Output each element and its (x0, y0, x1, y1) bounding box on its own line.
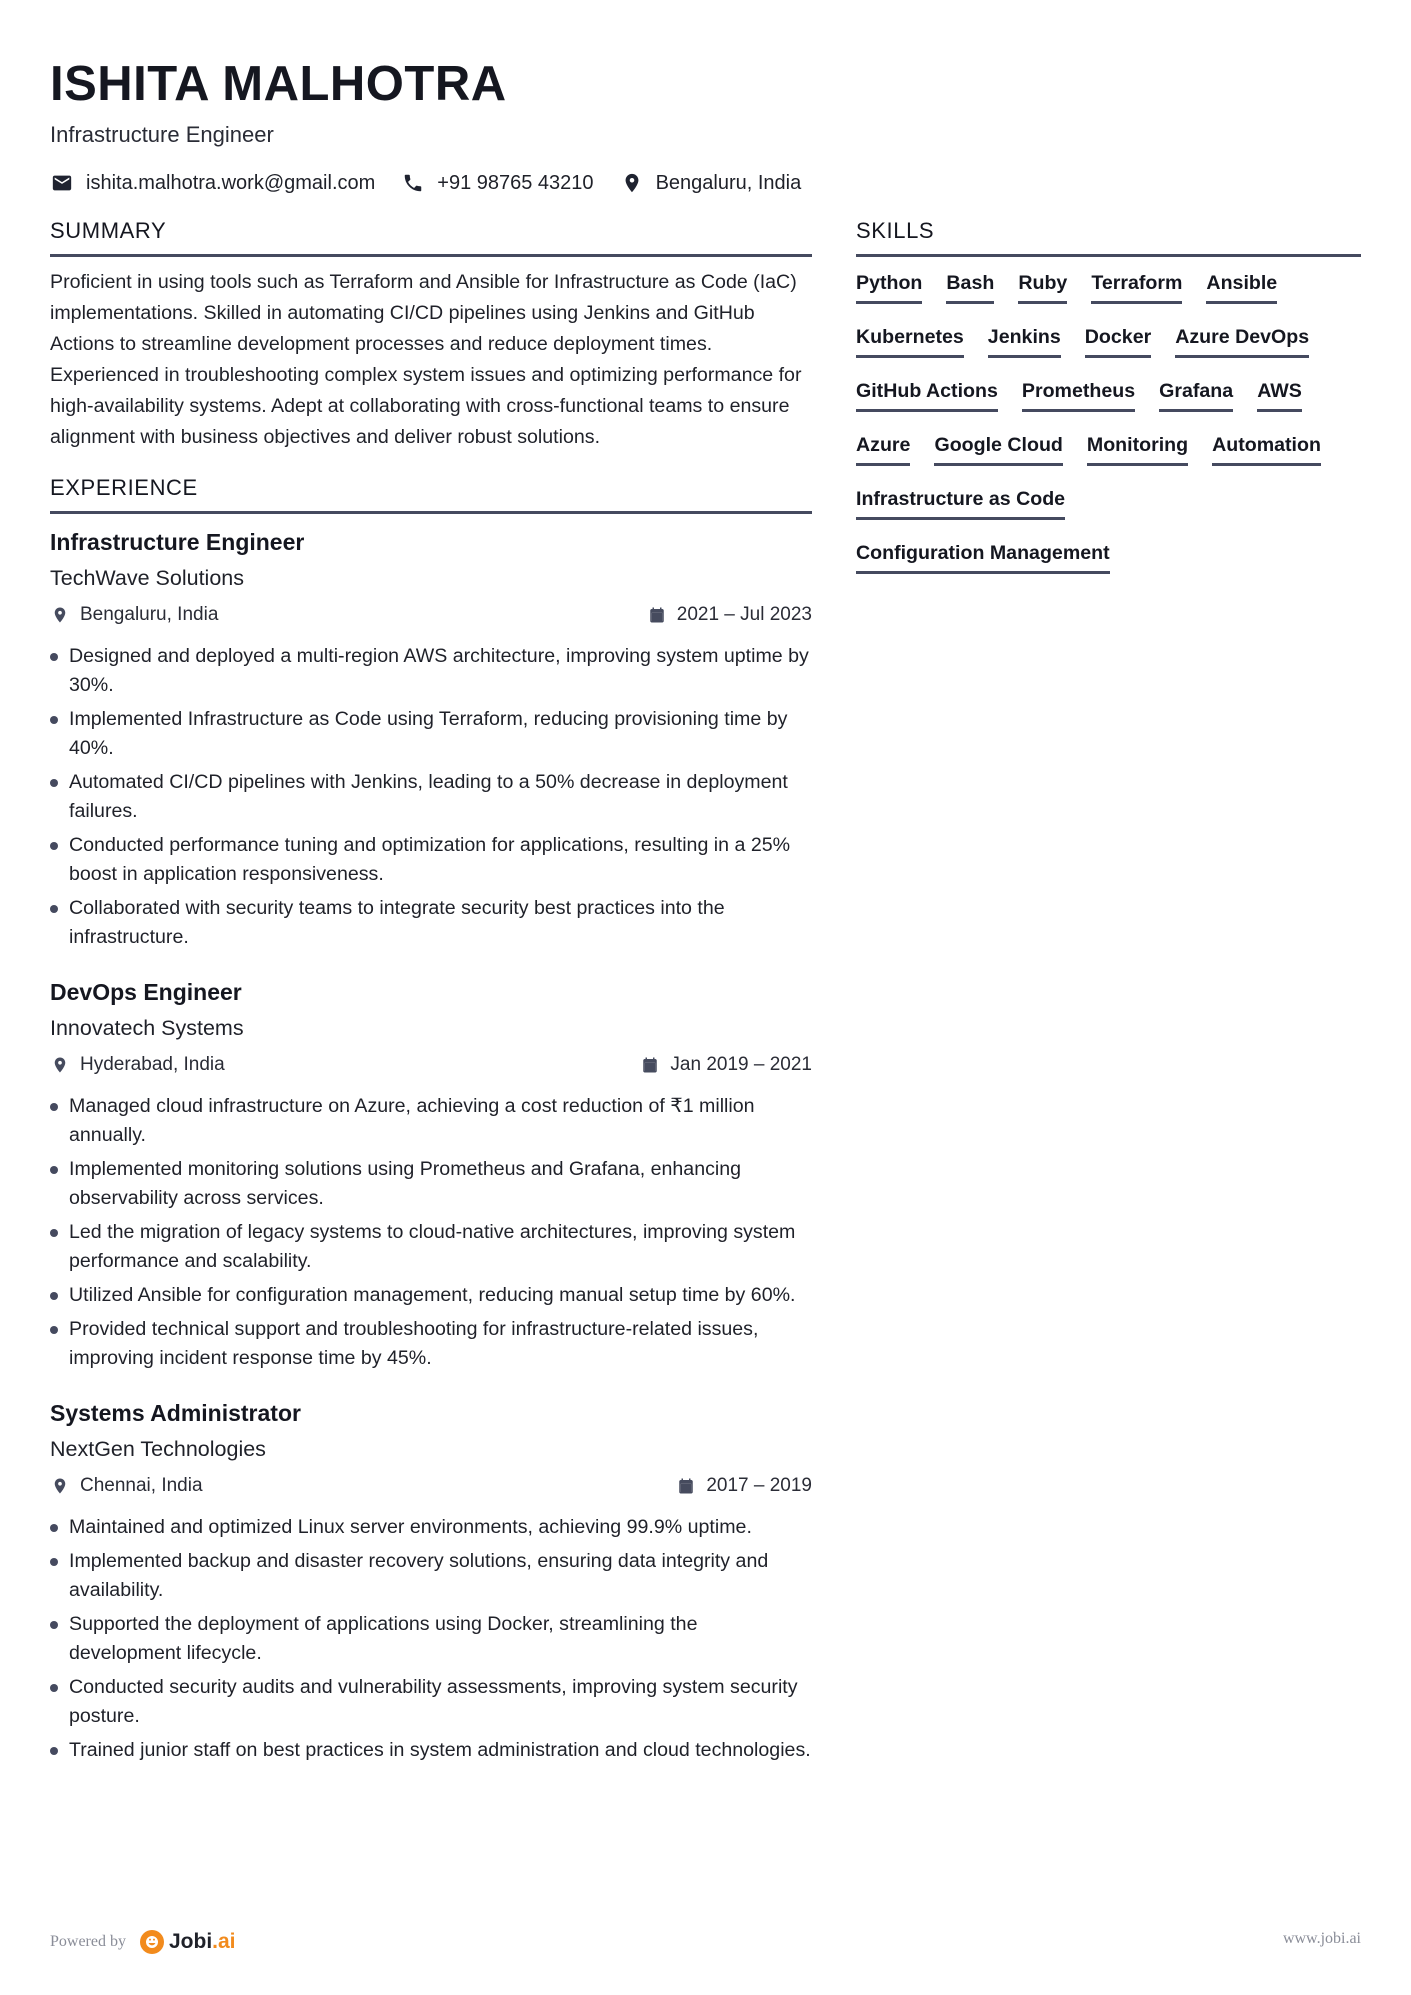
job-bullets (50, 1092, 812, 1373)
job-bullet: Supported the deployment of applications using Docker, streamlining the development lifecycle. (50, 1610, 812, 1668)
powered-by-text: Powered by (50, 1933, 126, 1950)
job-location (50, 1471, 203, 1501)
footer-site-link[interactable]: www.jobi.ai (1282, 1930, 1361, 1947)
map-pin-icon (50, 1055, 70, 1075)
contact-location (620, 168, 802, 198)
skill-tag: Kubernetes (856, 323, 964, 358)
company-name: NextGen Technologies (50, 1437, 266, 1461)
skill-tag: Bash (946, 269, 994, 304)
skill-tag: AWS (1257, 377, 1302, 412)
skill-tag: Jenkins (988, 323, 1061, 358)
map-pin-icon (620, 171, 644, 195)
job-entry (50, 524, 812, 952)
job-dates (640, 1050, 812, 1080)
job-bullet: Led the migration of legacy systems to cloud-native architectures, improving system performance and scalability. (50, 1218, 812, 1276)
job-bullet: Designed and deployed a multi-region AWS architecture, improving system uptime by 30%. (50, 642, 812, 700)
job-bullet: Provided technical support and troubleshooting for infrastructure-related issues, improving incident response time by 45%. (50, 1315, 812, 1373)
job-bullet: Managed cloud infrastructure on Azure, achieving a cost reduction of ₹1 million annually. (50, 1092, 812, 1150)
job-bullet: Trained junior staff on best practices in system administration and cloud technologies. (50, 1736, 812, 1765)
skill-tag: Google Cloud (934, 431, 1062, 466)
job-bullet: Maintained and optimized Linux server environments, achieving 99.9% uptime. (50, 1513, 812, 1542)
skills-heading: SKILLS (856, 214, 1361, 257)
left-column (50, 214, 812, 1770)
brand-logo[interactable] (140, 1930, 236, 1954)
map-pin-icon (50, 1476, 70, 1496)
map-pin-icon (50, 605, 70, 625)
skill-tag: Automation (1212, 431, 1321, 466)
job-location (50, 1050, 225, 1080)
job-bullet: Implemented Infrastructure as Code using Terraform, reducing provisioning time by 40%. (50, 705, 812, 763)
skill-tag: Configuration Management (856, 539, 1110, 574)
job-bullets (50, 642, 812, 952)
email-text: ishita.malhotra.work@gmail.com (86, 172, 376, 194)
calendar-icon (647, 605, 667, 625)
calendar-icon (640, 1055, 660, 1075)
phone-text: +91 98765 43210 (437, 172, 594, 194)
skill-tag: Infrastructure as Code (856, 485, 1065, 520)
skill-tag: GitHub Actions (856, 377, 998, 412)
skill-tag: Grafana (1159, 377, 1233, 412)
contact-phone[interactable] (401, 168, 593, 198)
skill-tag: Ansible (1206, 269, 1277, 304)
brand-name: Jobi (168, 1930, 213, 1953)
experience-heading: EXPERIENCE (50, 471, 812, 514)
job-dates-text: Jan 2019 – 2021 (670, 1054, 812, 1075)
skill-tag: Ruby (1018, 269, 1067, 304)
job-location (50, 600, 218, 630)
job-bullet: Utilized Ansible for configuration management, reducing manual setup time by 60%. (50, 1281, 812, 1310)
job-title: DevOps Engineer (50, 979, 242, 1005)
job-dates (676, 1471, 812, 1501)
skill-tag: Azure (856, 431, 910, 466)
summary-heading: SUMMARY (50, 214, 812, 257)
job-title: Infrastructure Engineer (50, 529, 305, 555)
skill-tag: Docker (1085, 323, 1151, 358)
brand-suffix: .ai (212, 1930, 236, 1953)
skill-tag: Azure DevOps (1175, 323, 1309, 358)
candidate-name: ISHITA MALHOTRA (50, 57, 507, 111)
company-name: TechWave Solutions (50, 566, 244, 590)
contact-email[interactable] (50, 168, 375, 198)
job-meta (50, 1471, 812, 1501)
job-location-text: Hyderabad, India (80, 1054, 225, 1075)
job-bullet: Conducted performance tuning and optimization for applications, resulting in a 25% boost in application responsiveness. (50, 831, 812, 889)
jobi-logo-icon (140, 1930, 164, 1954)
job-meta (50, 600, 812, 630)
job-dates-text: 2021 – Jul 2023 (676, 604, 812, 625)
footer-powered-by (50, 1930, 236, 1954)
job-title: Systems Administrator (50, 1400, 301, 1426)
job-bullet: Implemented backup and disaster recovery solutions, ensuring data integrity and availability. (50, 1547, 812, 1605)
location-text: Bengaluru, India (655, 172, 802, 194)
summary-text: Proficient in using tools such as Terraform and Ansible for Infrastructure as Code (IaC) implementations. Skilled in automating CI/CD pipelines using Jenkins and GitHub Actions to streamline development processes and reduce deployment times. Experienced in troubleshooting complex system issues and optimizing performance for high-availability systems. Adept at collaborating with cross-functional teams to ensure alignment with business objectives and deliver robust solutions. (50, 271, 802, 448)
job-bullet: Collaborated with security teams to integrate security best practices into the infrastructure. (50, 894, 812, 952)
phone-icon (401, 171, 425, 195)
job-bullets (50, 1513, 812, 1765)
job-bullet: Implemented monitoring solutions using Prometheus and Grafana, enhancing observability across services. (50, 1155, 812, 1213)
job-meta (50, 1050, 812, 1080)
job-bullet: Conducted security audits and vulnerability assessments, improving system security posture. (50, 1673, 812, 1731)
skill-tag: Python (856, 269, 922, 304)
right-column (856, 214, 1361, 593)
contact-bar (50, 168, 827, 198)
experience-list (50, 524, 812, 1765)
job-bullet: Automated CI/CD pipelines with Jenkins, leading to a 50% decrease in deployment failures. (50, 768, 812, 826)
job-location-text: Bengaluru, India (80, 604, 219, 625)
envelope-icon (50, 171, 74, 195)
job-entry (50, 974, 812, 1373)
skill-tag: Prometheus (1022, 377, 1135, 412)
company-name: Innovatech Systems (50, 1016, 244, 1040)
job-entry (50, 1395, 812, 1765)
skills-list (856, 269, 1361, 593)
job-dates-text: 2017 – 2019 (706, 1475, 812, 1496)
candidate-title: Infrastructure Engineer (50, 122, 274, 147)
job-location-text: Chennai, India (80, 1475, 203, 1496)
job-dates (647, 600, 812, 630)
calendar-icon (676, 1476, 696, 1496)
skill-tag: Monitoring (1087, 431, 1188, 466)
skill-tag: Terraform (1091, 269, 1182, 304)
